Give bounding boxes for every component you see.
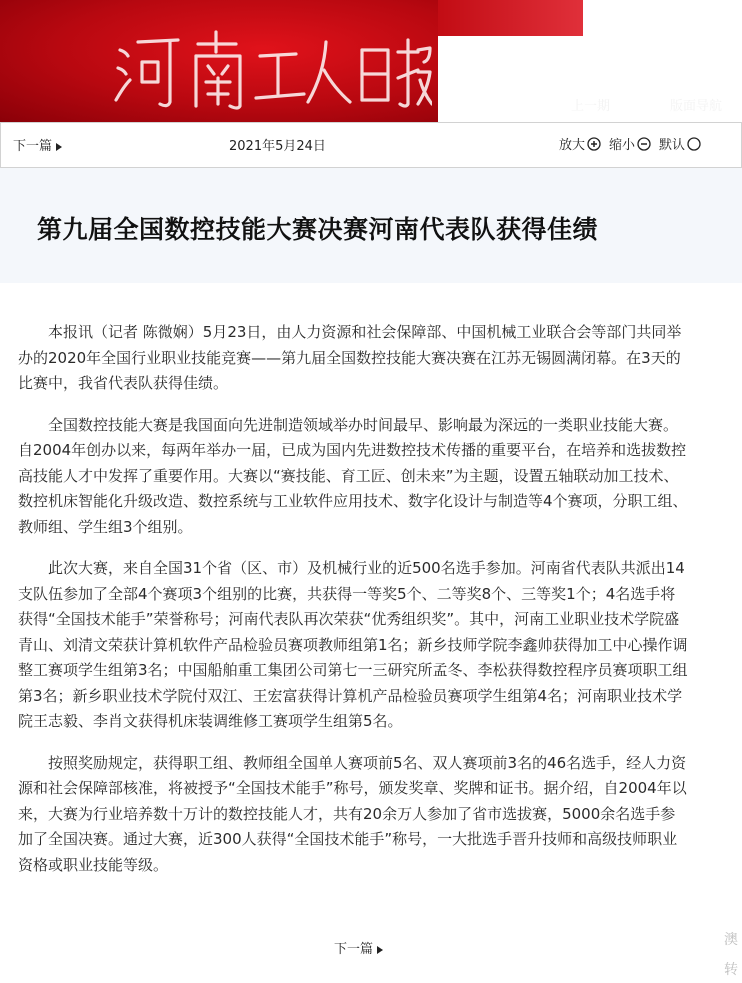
article-paragraph: 此次大赛，来自全国31个省（区、市）及机械行业的近500名选手参加。河南省代表队共派出14支队伍参加了全部4个赛项3个组别的比赛，共获得一等奖5个、二等奖8个、三等奖1个；4名选手将获得“全国技术能手”荣誉称号；河南代表队再次荣获“优秀组织奖”。其中，河南工业职业技术学院盛青山、刘清文荣获计算机软件产品检验员赛项教师组第1名；新乡技师学院李鑫帅获得加工中心操作调整工赛项学生组第3名；中国船舶重工集团公司第七一三研究所孟冬、李松获得数控程序员赛项职工组第3名；新乡职业技术学院付双江、王宏富获得计算机产品检验员赛项学生组第4名；河南职业技术学院王志毅、李肖文获得机床装调维修工赛项学生组第5名。 (18, 559, 688, 730)
bottom-next-article-label: 下一篇 (334, 942, 374, 957)
article-title: 第九届全国数控技能大赛决赛河南代表队获得佳绩 (37, 215, 599, 244)
article-paragraph: 全国数控技能大赛是我国面向先进制造领域举办时间最早、影响最为深远的一类职业技能大赛。自2004年创办以来，每两年举办一届，已成为国内先进数控技术传播的重要平台，在培养和选拔数控高技能人才中发挥了重要作用。大赛以“赛技能、育工匠、创未来”为主题，设置五轴联动加工技术、数控机床智能化升级改造、数控系统与工业软件应用技术、数字化设计与制造等4个赛项，分职工组、教师组、学生组3个组别。 (18, 415, 688, 536)
next-article-link[interactable] (13, 135, 62, 154)
article-body (18, 320, 690, 894)
zoom-in-label: 放大 (558, 138, 585, 153)
article-paragraph: 按照奖励规定，获得职工组、教师组全国单人赛项前5名、双人赛项前3名的46名选手，经人力资源和社会保障部核准，将被授予“全国技术能手”称号，颁发奖章、奖牌和证书。据介绍，自2004年以来，大赛为行业培养数十万计的数控技能人才，共有20余万人参加了省市选拔赛，5000余名选手参加了全国决赛。通过大赛，近300人获得“全国技术能手”称号，一大批选手晋升技师和高级技师职业资格或职业技能等级。 (18, 753, 687, 874)
triangle-right-icon (56, 143, 62, 151)
minus-circle-icon (637, 137, 651, 151)
article-paragraph: 本报讯（记者 陈微娴）5月23日，由人力资源和社会保障部、中国机械工业联合会等部门共同举办的2020年全国行业职业技能竞赛——第九届全国数控技能大赛决赛在江苏无锡圆满闭幕。在3天的比赛中，我省代表队获得佳绩。 (18, 323, 682, 392)
plus-circle-icon (587, 137, 601, 151)
masthead-link-prev-issue[interactable]: 上一期 (570, 99, 610, 114)
triangle-right-icon (377, 946, 383, 954)
side-watermark-text: 澳转 (724, 932, 738, 978)
bottom-next-article-link[interactable] (334, 938, 383, 957)
circle-icon (687, 137, 701, 151)
zoom-out-button[interactable] (609, 134, 651, 153)
masthead-strip (438, 0, 583, 36)
issue-date: 2021年5月24日 (229, 139, 326, 154)
newspaper-logo (112, 22, 432, 112)
zoom-in-button[interactable] (559, 134, 601, 153)
article-toolbar (0, 122, 742, 168)
font-size-controls (559, 134, 701, 153)
zoom-reset-button[interactable] (659, 134, 701, 153)
masthead-nav (571, 95, 722, 114)
zoom-reset-label: 默认 (658, 138, 685, 153)
masthead-link-layout-nav[interactable]: 版面导航 (669, 99, 722, 114)
masthead (0, 0, 742, 122)
zoom-out-label: 缩小 (608, 138, 635, 153)
next-article-label: 下一篇 (13, 139, 53, 154)
